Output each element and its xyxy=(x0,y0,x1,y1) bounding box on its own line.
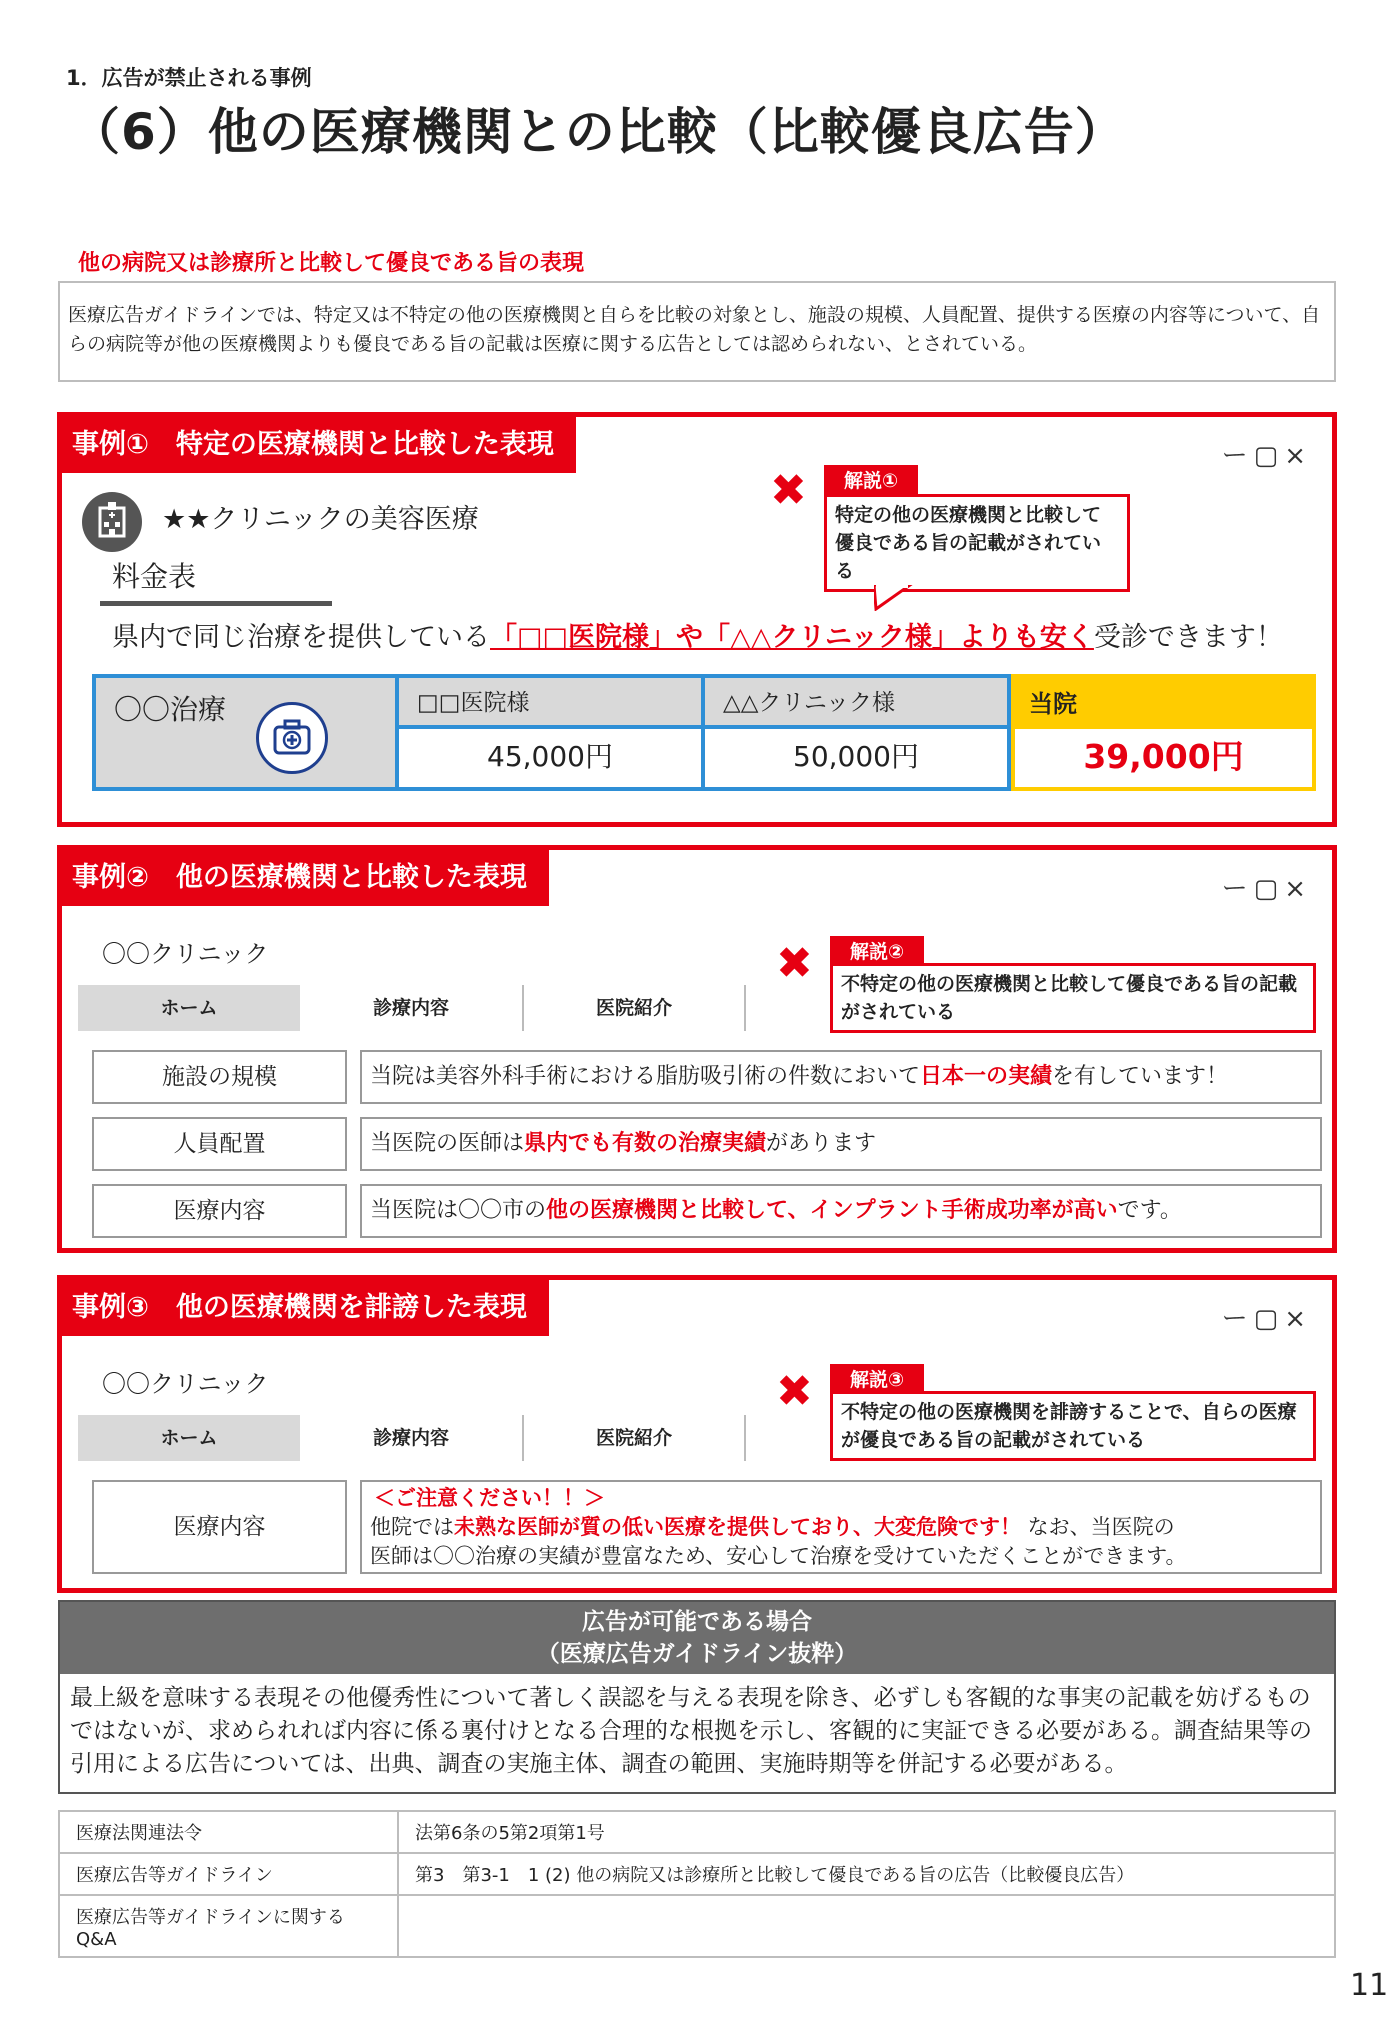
nav-separator xyxy=(744,985,746,1031)
ref-label: 医療広告等ガイドラインに関する Q&A xyxy=(59,1895,398,1957)
allowed-body: 最上級を意味する表現その他優秀性について著しく誤認を与える表現を除き、必ずしも客観的な事実の記載を妨げるものではないが、求められれば内容に係る裏付けとなる合理的な根拠を示し、客観的に実証できる必要がある。調査結果等の引用による広告については、出典、調査の実施主体、調査の範囲、実施時期等を併記する必要がある。 xyxy=(70,1685,1312,1777)
section-label: 1．広告が禁止される事例 xyxy=(66,66,312,90)
allowed-header xyxy=(60,1602,1334,1674)
price-heading: 料金表 xyxy=(112,560,197,593)
hospital-icon xyxy=(82,492,142,552)
prohibited-x-icon: ✖ xyxy=(770,465,807,516)
row-text-highlight: 他の医療機関と比較して、インプラント手術成功率が高い xyxy=(546,1198,1118,1223)
warning-line2: 医師は〇〇治療の実績が豊富なため、安心して治療を受けていただくことができます。 xyxy=(370,1544,1187,1568)
ref-label: 医療法関連法令 xyxy=(59,1811,398,1853)
page-title: （6）他の医療機関との比較（比較優良広告） xyxy=(70,103,1126,161)
case2-title: 事例② 他の医療機関と比較した表現 xyxy=(62,850,549,906)
allowed-subtitle: （医療広告ガイドライン抜粋） xyxy=(536,1641,858,1667)
row-label-care: 医療内容 xyxy=(92,1480,347,1574)
row-label-care: 医療内容 xyxy=(92,1184,347,1238)
ref-value: 第3 第3-1 1 (2) 他の病院又は診療所と比較して優良である旨の広告（比較優良広告） xyxy=(398,1853,1335,1895)
callout1 xyxy=(824,465,1130,592)
nav-services[interactable]: 診療内容 xyxy=(372,997,449,1019)
case2-panel xyxy=(57,845,1337,1253)
row-text-care xyxy=(360,1184,1322,1238)
case3-clinic-name: 〇〇クリニック xyxy=(102,1370,269,1398)
nav-home[interactable]: ホーム xyxy=(78,985,300,1031)
warning-line1 xyxy=(370,1513,1320,1542)
lead-after: 受診できます！ xyxy=(1093,622,1283,653)
price-1: 45,000円 xyxy=(399,729,705,791)
case1-lead xyxy=(112,615,1283,654)
reference-table xyxy=(58,1810,1336,1958)
case1-title: 事例① 特定の医療機関と比較した表現 xyxy=(62,417,576,473)
row-text-warning xyxy=(360,1480,1322,1574)
col-header-1: □□医院様 xyxy=(399,674,705,729)
window-controls[interactable]: ー▢× xyxy=(1221,1304,1312,1334)
callout1-box xyxy=(824,494,1130,592)
ref-value xyxy=(398,1895,1335,1957)
price-3: 39,000円 xyxy=(1011,729,1316,791)
row-text-after: です。 xyxy=(1117,1198,1182,1223)
row-text-staff xyxy=(360,1117,1322,1171)
ref-label: 医療広告等ガイドライン xyxy=(59,1853,398,1895)
warning-heading: ＜ご注意ください！！＞ xyxy=(374,1486,605,1510)
prohibited-x-icon: ✖ xyxy=(776,1366,813,1417)
callout1-pointer xyxy=(874,585,914,611)
treatment-name: 〇〇治療 xyxy=(114,693,227,726)
ref-value: 法第6条の5第2項第1号 xyxy=(398,1811,1335,1853)
table-row xyxy=(59,1895,1335,1957)
callout2 xyxy=(830,936,1316,1033)
nav-services[interactable]: 診療内容 xyxy=(372,1427,449,1449)
lead-highlight: 「□□医院様」や「△△クリニック様」よりも安く xyxy=(490,622,1094,653)
row-text-before: 当医院は〇〇市の xyxy=(370,1198,547,1223)
line1-before: 他院では xyxy=(370,1515,454,1539)
table-row xyxy=(59,1853,1335,1895)
row-text-after: を有しています！ xyxy=(1052,1064,1229,1089)
line1-after: なお、当医院の xyxy=(1021,1515,1175,1539)
intro-box xyxy=(58,281,1336,382)
callout1-text: 特定の他の医療機関と比較して優良である旨の記載がされている xyxy=(835,504,1102,582)
case1-panel xyxy=(57,412,1337,827)
callout3-text: 不特定の他の医療機関を誹謗することで、自らの医療が優良である旨の記載がされている xyxy=(841,1401,1297,1451)
intro-text: 医療広告ガイドラインでは、特定又は不特定の他の医療機関と自らを比較の対象とし、施設の規模、人員配置、提供する医療の内容等について、自らの病院等が他の医療機関よりも優良である旨の記載は医療に関する広告としては認められない、とされている。 xyxy=(68,304,1321,355)
nav-home[interactable]: ホーム xyxy=(78,1415,300,1461)
prohibited-x-icon: ✖ xyxy=(776,938,813,989)
case3-panel xyxy=(57,1275,1337,1593)
row-text-facility xyxy=(360,1050,1322,1104)
col-header-3: 当院 xyxy=(1011,674,1316,729)
callout2-box xyxy=(830,963,1316,1033)
window-controls[interactable]: ー▢× xyxy=(1221,874,1312,904)
case2-clinic-name: 〇〇クリニック xyxy=(102,940,269,968)
allowed-title: 広告が可能である場合 xyxy=(582,1609,812,1635)
window-controls[interactable]: ー▢× xyxy=(1221,441,1312,471)
line1-highlight: 未熟な医師が質の低い医療を提供しており、大変危険です！ xyxy=(454,1515,1021,1539)
row-label-facility: 施設の規模 xyxy=(92,1050,347,1104)
allowed-box xyxy=(58,1600,1336,1794)
row-text-before: 当医院の医師は xyxy=(370,1131,525,1156)
callout3 xyxy=(830,1364,1316,1461)
callout3-box xyxy=(830,1391,1316,1461)
intro-subheading: 他の病院又は診療所と比較して優良である旨の表現 xyxy=(78,251,585,276)
row-text-after: があります xyxy=(766,1131,877,1156)
nav-about[interactable]: 医院紹介 xyxy=(595,997,672,1019)
heading-underline xyxy=(100,601,332,606)
col-header-2: △△クリニック様 xyxy=(705,674,1011,729)
row-text-before: 当院は美容外科手術における脂肪吸引術の件数において xyxy=(370,1064,921,1089)
page-number: 11 xyxy=(1350,1968,1389,2003)
row-text-highlight: 県内でも有数の治療実績 xyxy=(524,1131,767,1156)
nav-about[interactable]: 医院紹介 xyxy=(595,1427,672,1449)
row-label-staff: 人員配置 xyxy=(92,1117,347,1171)
callout3-tag: 解説③ xyxy=(830,1364,924,1393)
medical-kit-icon xyxy=(256,702,328,774)
callout2-text: 不特定の他の医療機関と比較して優良である旨の記載がされている xyxy=(841,973,1298,1023)
table-row xyxy=(59,1811,1335,1853)
callout2-tag: 解説② xyxy=(830,936,924,965)
callout1-tag: 解説① xyxy=(824,465,918,494)
treatment-cell xyxy=(92,674,399,791)
clinic-name: ★★クリニックの美容医療 xyxy=(162,504,479,535)
case3-title: 事例③ 他の医療機関を誹謗した表現 xyxy=(62,1280,549,1336)
row-text-highlight: 日本一の実績 xyxy=(920,1064,1053,1089)
price-2: 50,000円 xyxy=(705,729,1011,791)
nav-separator xyxy=(744,1415,746,1461)
lead-before: 県内で同じ治療を提供している xyxy=(112,622,490,653)
